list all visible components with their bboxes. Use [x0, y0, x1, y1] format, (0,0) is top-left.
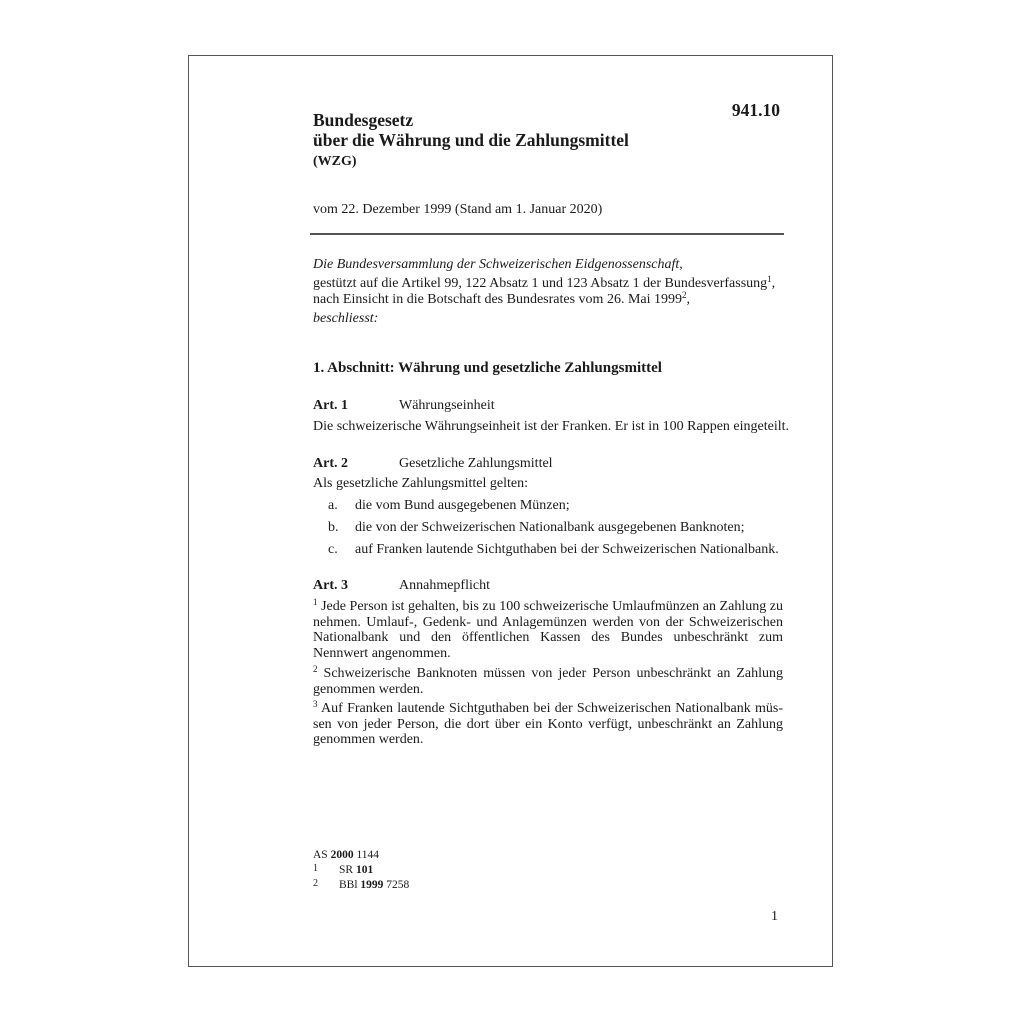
document-page	[188, 55, 833, 967]
footnotes	[313, 849, 409, 892]
law-title	[313, 110, 629, 150]
footnote-ref-1[interactable]: 1	[767, 274, 772, 284]
footnote-1: 1 SR 101	[313, 863, 374, 876]
list-item: b. die von der Schweizerischen Nationalbank ausgegebenen Banknoten;	[328, 520, 745, 535]
article-title: Gesetzliche Zahlungsmittel	[399, 456, 553, 471]
paragraph-2: $^2$ Schweizerische Banknoten müssen von jeder Person unbeschränkt an Zahlung genommen werden.	[313, 664, 784, 697]
date-line: vom 22. Dezember 1999 (Stand am 1. Januar 2020)	[313, 202, 603, 217]
paragraph-3: $^3$ Auf Franken lautende Sichtguthaben bei der Schweizerischen Nationalbank müs-sen von jeder Person, die dort über ein Konto verfügt, unbeschränkt an Zahlung genommen werden.	[313, 699, 784, 747]
message-reference: nach Einsicht in die Botschaft des Bundesrates vom 26. Mai 1999$^2$,	[313, 290, 690, 307]
page-number: 1	[771, 909, 778, 924]
list-item: c. auf Franken lautende Sichtguthaben bei der Schweizerischen Nationalbank.	[328, 542, 779, 557]
preamble	[313, 257, 775, 327]
article-3-heading	[313, 578, 490, 594]
official-compilation-ref: AS 2000 1144	[313, 849, 380, 861]
article-number: Art. 2	[313, 456, 348, 471]
article-2-heading	[313, 456, 553, 472]
article-title: Annahmepflicht	[399, 578, 490, 593]
section-heading: 1. Abschnitt: Währung und gesetzliche Zahlungsmittel	[313, 360, 662, 376]
article-number: Art. 1	[313, 398, 348, 413]
article-1-text: Die schweizerische Währungseinheit ist der Franken. Er ist in 100 Rappen eingeteilt.	[313, 419, 789, 434]
title-line-1: Bundesgesetz	[313, 110, 414, 130]
paragraph-1: $^1$ Jede Person ist gehalten, bis zu 100 schweizerische Umlaufmünzen an Zahlung zu nehmen. Umlauf-, Gedenk- und Anlagemünzen werden von der Schweizerischen Nationalbank und den öffentlichen Kassen des Bundes unbeschränkt zum Nennwert angenommen.	[313, 597, 783, 661]
header-divider	[310, 233, 784, 235]
enacting-body: Die Bundesversammlung der Schweizerischen Eidgenossenschaft,	[313, 257, 683, 272]
legal-basis: gestützt auf die Artikel 99, 122 Absatz 1 und 123 Absatz 1 der Bundesverfassung$^1$,	[313, 274, 776, 291]
article-1-heading	[313, 398, 495, 414]
list-item: a. die vom Bund ausgegebenen Münzen;	[328, 498, 570, 513]
law-abbreviation: (WZG)	[313, 154, 357, 169]
footnote-ref-2[interactable]: 2	[682, 290, 687, 300]
title-line-2: über die Währung und die Zahlungsmittel	[313, 130, 629, 150]
article-2-intro: Als gesetzliche Zahlungsmittel gelten:	[313, 476, 528, 491]
footnote-2: 2 BBl 1999 7258	[313, 878, 410, 891]
resolves: beschliesst:	[313, 311, 379, 326]
article-number: Art. 3	[313, 578, 348, 593]
article-title: Währungseinheit	[399, 398, 495, 413]
sr-number: 941.10	[731, 100, 780, 120]
